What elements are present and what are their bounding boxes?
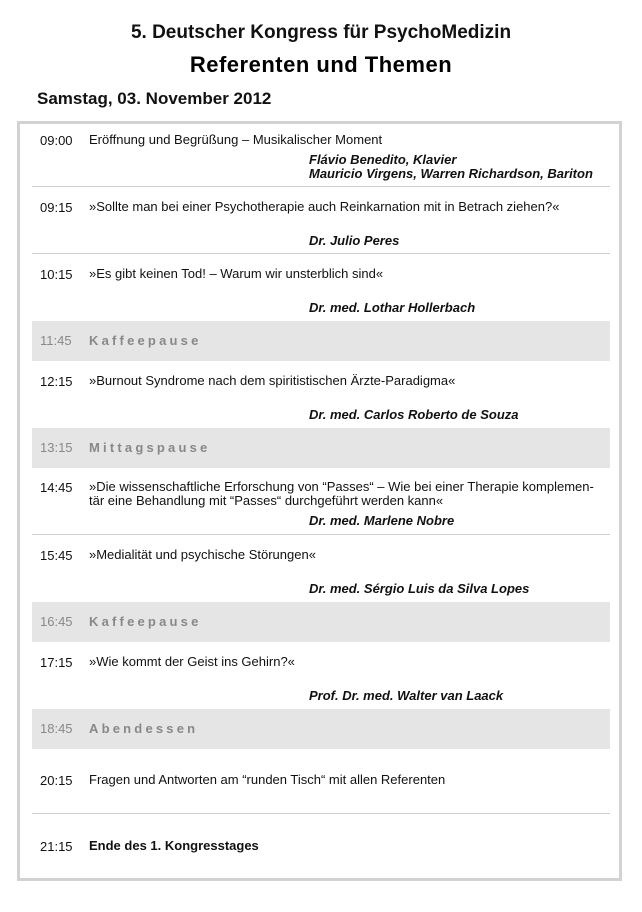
row-title: Ende des 1. Kongresstages <box>89 838 259 853</box>
row-speaker: Prof. Dr. med. Walter van Laack <box>309 688 504 703</box>
row-time: 16:45 <box>40 614 73 629</box>
pause-title: Kaffeepause <box>89 333 202 348</box>
row-time: 15:45 <box>40 548 73 563</box>
schedule-row <box>32 254 610 321</box>
row-time: 14:45 <box>40 480 73 495</box>
row-title-line: tär eine Behandlung mit “Passes“ durchgeführt werden kann« <box>89 493 444 508</box>
schedule-row <box>32 749 610 814</box>
row-time: 13:15 <box>40 440 73 455</box>
schedule-row <box>32 642 610 709</box>
row-title: »Es gibt keinen Tod! – Warum wir unsterblich sind« <box>89 266 384 281</box>
row-speaker: Dr. med. Marlene Nobre <box>309 513 455 528</box>
congress-title: 5. Deutscher Kongress für PsychoMedizin <box>130 22 512 43</box>
row-title-line: »Die wissenschaftliche Erforschung von “Passes“ – Wie bei einer Therapie komplemen- <box>89 479 594 494</box>
row-speaker: Flávio Benedito, Klavier <box>309 152 457 167</box>
row-speaker: Dr. med. Sérgio Luis da Silva Lopes <box>309 581 530 596</box>
row-speaker: Dr. med. Carlos Roberto de Souza <box>309 407 519 422</box>
row-title: Fragen und Antworten am “runden Tisch“ mit allen Referenten <box>89 772 446 787</box>
row-time: 11:45 <box>40 333 72 348</box>
pause-row <box>32 709 610 749</box>
row-speaker: Mauricio Virgens, Warren Richardson, Bariton <box>309 166 593 181</box>
row-time: 09:00 <box>40 133 73 148</box>
schedule-row <box>32 535 610 602</box>
row-title: »Sollte man bei einer Psychotherapie auch Reinkarnation mit in Betrach ziehen?« <box>89 199 560 214</box>
row-title: Eröffnung und Begrüßung – Musikalischer Moment <box>89 132 383 147</box>
pause-row <box>32 321 610 361</box>
row-time: 12:15 <box>40 374 73 389</box>
row-title: »Burnout Syndrome nach dem spiritistischen Ärzte-Paradigma« <box>89 373 456 388</box>
pause-title: Kaffeepause <box>89 614 202 629</box>
program-date: Samstag, 03. November 2012 <box>37 89 272 108</box>
row-speaker: Dr. med. Lothar Hollerbach <box>309 300 476 315</box>
schedule-row <box>32 124 610 187</box>
row-time: 18:45 <box>40 721 73 736</box>
row-speaker: Dr. Julio Peres <box>309 233 400 248</box>
pause-row <box>32 602 610 642</box>
pause-row <box>32 428 610 468</box>
row-time: 20:15 <box>40 773 73 788</box>
pause-title: Mittagspause <box>89 440 211 455</box>
row-time: 21:15 <box>40 839 73 854</box>
row-time: 17:15 <box>40 655 73 670</box>
row-title: »Medialität und psychische Störungen« <box>89 547 316 562</box>
row-time: 09:15 <box>40 200 73 215</box>
schedule-row <box>32 468 610 535</box>
page-subtitle: Referenten und Themen <box>189 52 453 77</box>
schedule-row <box>32 187 610 254</box>
schedule-row <box>32 814 610 874</box>
row-title: »Wie kommt der Geist ins Gehirn?« <box>89 654 295 669</box>
row-time: 10:15 <box>40 267 73 282</box>
schedule-row <box>32 361 610 428</box>
pause-title: Abendessen <box>89 721 199 736</box>
schedule-frame <box>17 121 622 881</box>
